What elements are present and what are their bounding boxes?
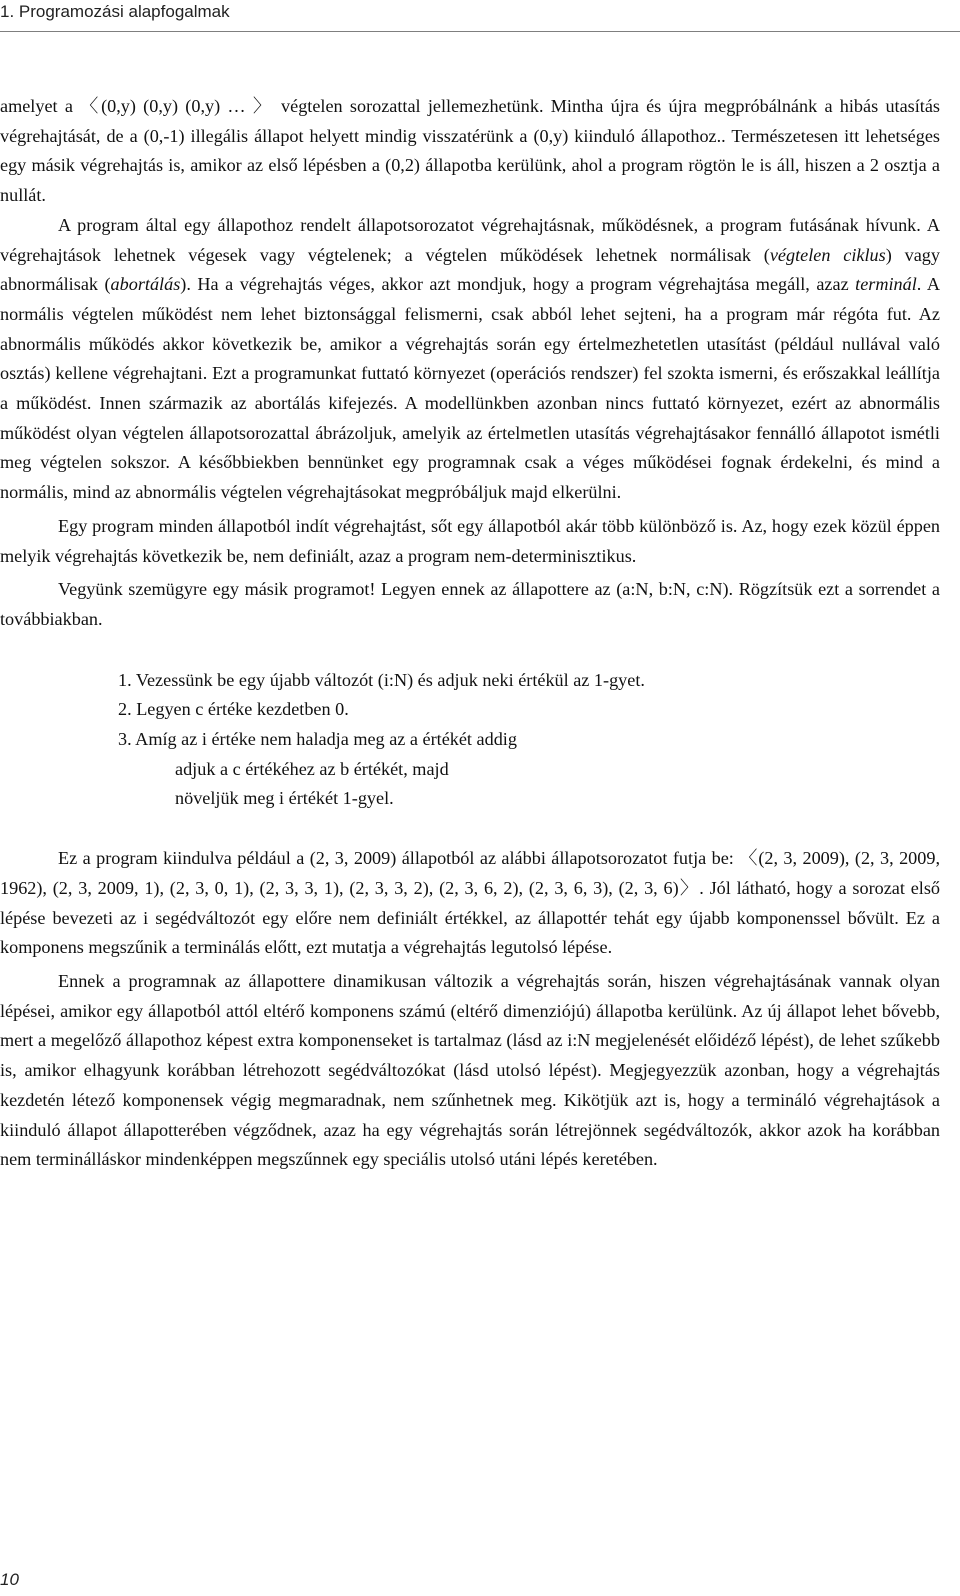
list-item: 2. Legyen c értéke kezdetben 0. <box>118 699 349 720</box>
list-item: 1. Vezessünk be egy újabb változót (i:N) és adjuk neki értékül az 1-gyet. <box>118 669 645 690</box>
paragraph-2-s3: ) vagy abnormálisak ( <box>0 244 940 295</box>
page-body <box>0 92 940 1175</box>
header-divider <box>0 31 960 32</box>
paragraph-2 <box>0 211 940 508</box>
paragraph-3: Egy program minden állapotból indít végrehajtást, sőt egy állapotból akár több különböző is. Az, hogy ezek közül éppen melyik végrehajtás következik be, nem definiált, azaz a program nem-determinisztikus. <box>0 515 940 566</box>
list-item: 3. Amíg az i értéke nem haladja meg az a értékét addig <box>118 729 517 750</box>
program-steps-list <box>0 666 940 815</box>
term-terminal: terminál <box>855 274 917 295</box>
paragraph-5: Ez a program kiindulva például a (2, 3, 2009) állapotból az alábbi állapotsorozatot futja be: 〈(2, 3, 2009), (2, 3, 2009, 1962), (2, 3, 2009, 1), (2, 3, 0, 1), (2, 3, 3, 1), (2, 3, 3, 2), (2, 3, 6, 2), (2, 3, 6, 3), (2, 3, 6)〉. Jól látható, hogy a sorozat első lépése bevezeti az i segédváltozót egy előre nem definiált értékkel, az állapottér tehát egy újabb komponenssel bővült. Ez a komponens megszűnik a terminálás előtt, ezt mutatja a végrehajtás legutolsó lépése. <box>0 848 940 958</box>
paragraph-2-s2: A végrehajtások lehetnek végesek vagy végtelenek; a végtelen működések lehetnek normálisak ( <box>0 214 940 265</box>
paragraph-2-s1: A program által egy állapothoz rendelt állapotsorozatot végrehajtásnak, működésnek, a program futásának hívunk. <box>58 214 921 235</box>
list-subitem: növeljük meg i értékét 1-gyel. <box>175 788 394 809</box>
paragraph-2-s4: ). Ha a végrehajtás véges, akkor azt mondjuk, hogy a program végrehajtása megáll, azaz <box>180 274 856 295</box>
paragraph-1 <box>0 92 940 211</box>
term-vegtelen-ciklus: végtelen ciklus <box>769 244 886 265</box>
paragraph-4: Vegyünk szemügyre egy másik programot! Legyen ennek az állapottere az (a:N, b:N, c:N). Rögzítsük ezt a sorrendet a továbbiakban. <box>0 579 940 629</box>
list-subitem: adjuk a c értékéhez az b értékét, majd <box>175 758 449 779</box>
paragraph-6: Ennek a programnak az állapottere dinamikusan változik a végrehajtás során, hiszen végrehajtásának vannak olyan lépései, amikor egy állapotból attól eltérő komponens számú (eltérő dimenziójú) állapotba kerülünk. Az új állapot lehet bővebb, mert a megelőző állapothoz képest extra komponenseket is tartalmaz (lásd az i:N megjelenését előidéző lépést), de lehet szűkebb is, amikor elhagyunk korábban létrehozott segédváltozókat (lásd utolsó lépést). Megjegyezzük azonban, hogy a végrehajtás kezdetén létező komponensek végig megmaradnak, nem szűnhetnek meg. Kikötjük azt is, hogy a termináló végrehajtások a kiinduló állapot állapotterében végződnek, azaz ha egy végrehajtás során létrejönnek segédváltozók, akkor azok ha korábban nem terminálláskor mindenképpen megszűnnek egy speciális utolsó utáni lépés keretében. <box>0 970 940 1170</box>
paragraph-2-s5: . A normális végtelen működést nem lehet biztonsággal felismerni, csak abból lehet sejteni, ha a program már régóta fut. Az abnormális működés akkor következik be, amikor a végrehajtás során egy értelmezhetetlen utasítást (például nullával való osztás) kellene végrehajtani. Ezt a programunkat futtató környezet (operációs rendszer) fel szokta ismerni, és erőszakkal leállítja a működést. Innen származik az abortálás kifejezés. A modellünkben azonban nincs futtató környezet, ezért az abnormális működést olyan végtelen állapotsorozattal ábrázoljuk, amelyik az értelmetlen utasítás végrehajtásakor fennálló állapotot ismétli meg végtelen sokszor. A későbbiekben bennünket egy programnak csak a véges működései fognak érdekelni, és mind a normális, mind az abnormális végtelen végrehajtásokat megpróbáljuk majd elkerülni. <box>0 274 940 503</box>
paragraph-1-part-a: amelyet a 〈(0,y) (0,y) (0,y) … 〉 végtelen sorozattal jellemezhetünk. Mintha újra és újra megpróbálnánk a hibás utasítás végrehajtását, de a (0,-1) illegális állapot helyett mindig visszatérünk a (0,y) kiinduló állapothoz. <box>0 96 940 146</box>
page-number: 10 <box>0 1570 19 1589</box>
paragraph-1-part-b: . Természetesen itt lehetséges egy másik végrehajtás is, amikor az első lépésben a (0,2) állapotba kerülünk, ahol a program rögtön le is áll, hiszen a 2 osztja a nullát. <box>0 125 940 206</box>
term-abortalas: abortálás <box>110 274 181 295</box>
running-header: 1. Programozási alapfogalmak <box>0 2 230 21</box>
